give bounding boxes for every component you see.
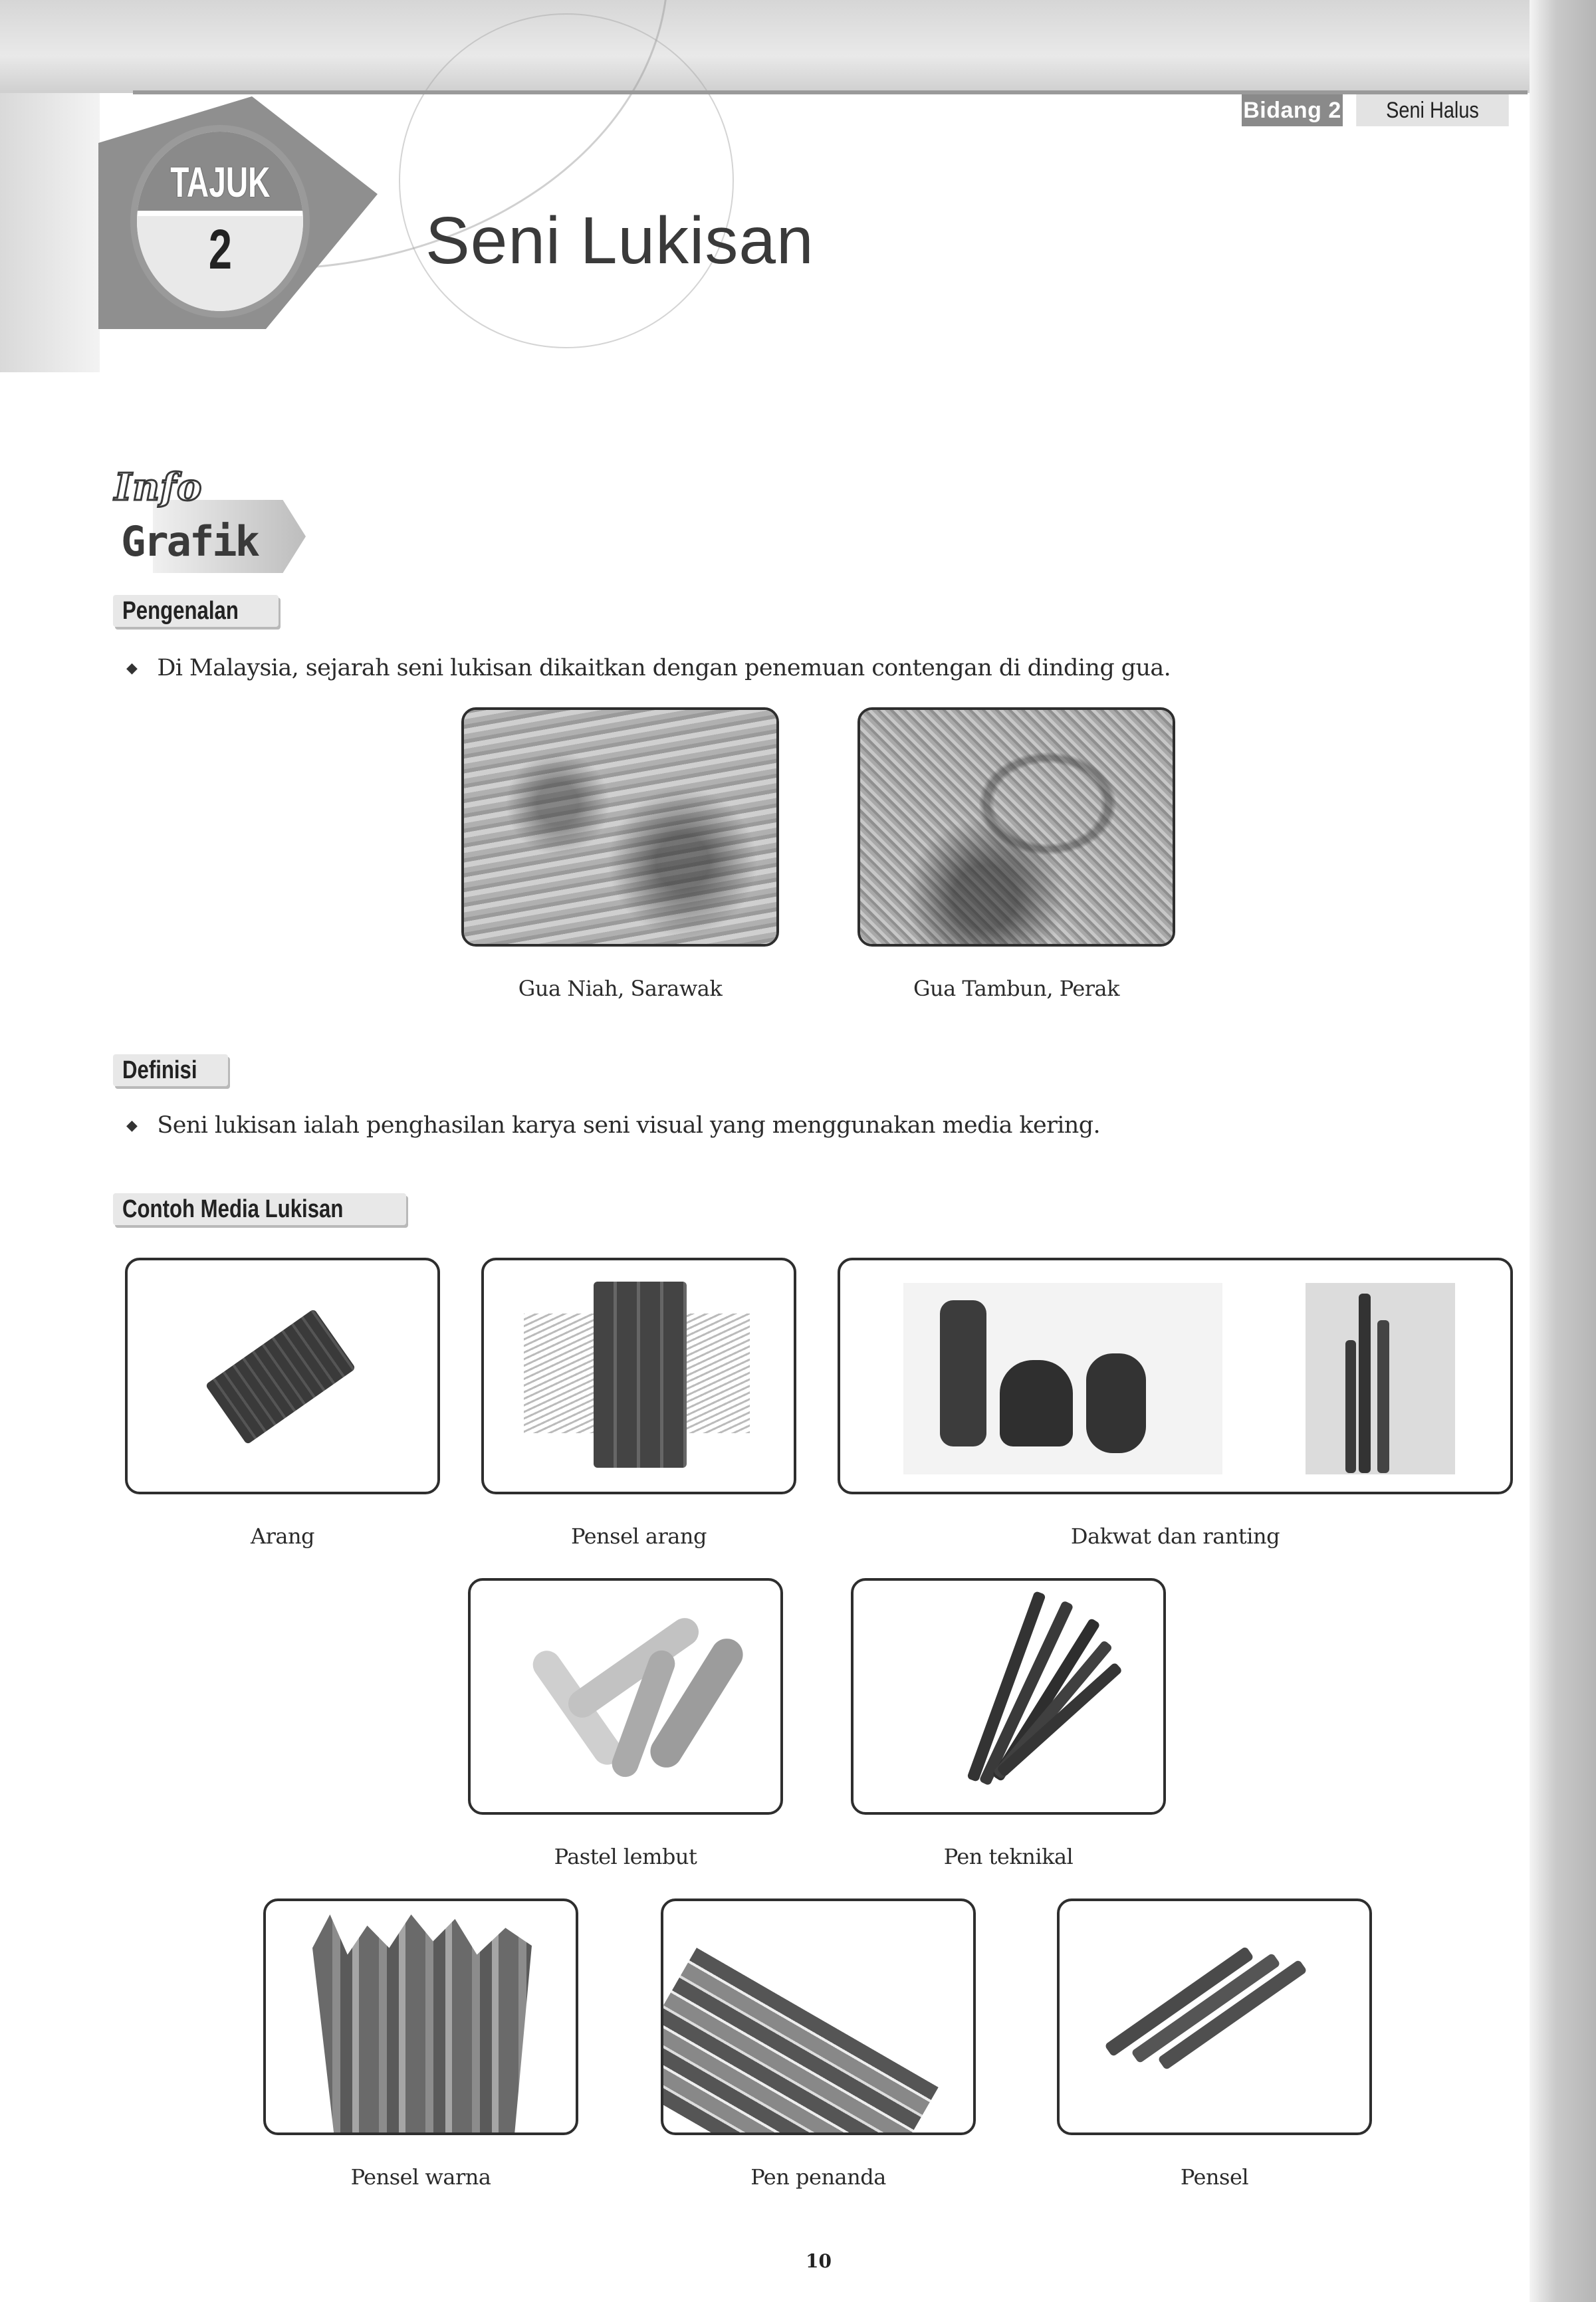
diamond-bullet-icon: ◆ xyxy=(126,659,138,677)
caption-pensel-arang: Pensel arang xyxy=(571,1524,707,1549)
page-edge-shadow xyxy=(1530,0,1596,2302)
pencil-image xyxy=(1131,1952,1281,2063)
caption-dakwat-ranting: Dakwat dan ranting xyxy=(1070,1524,1280,1549)
media-card-dakwat-ranting xyxy=(838,1258,1513,1494)
twig-icon xyxy=(1345,1340,1356,1473)
media-card-pen-penanda xyxy=(661,1899,976,2135)
diamond-bullet-icon: ◆ xyxy=(126,1117,138,1134)
ink-pot-icon xyxy=(1086,1353,1146,1453)
tajuk-badge xyxy=(130,125,310,318)
twig-icon xyxy=(1359,1294,1371,1473)
bidang-number: Bidang 2 xyxy=(1242,94,1343,126)
header-decoration xyxy=(0,0,1596,93)
media-card-pen-teknikal xyxy=(851,1578,1166,1815)
caption-pensel-warna: Pensel warna xyxy=(350,2164,491,2190)
caption-pen-penanda: Pen penanda xyxy=(750,2164,886,2190)
twig-icon xyxy=(1377,1320,1389,1473)
cave-painting-image xyxy=(464,710,776,944)
caption-gua-niah: Gua Niah, Sarawak xyxy=(518,976,723,1001)
media-card-arang xyxy=(125,1258,440,1494)
caption-arang: Arang xyxy=(250,1524,315,1549)
bullet-definisi: ◆ Seni lukisan ialah penghasilan karya seni visual yang menggunakan media kering. xyxy=(126,1112,1101,1139)
colored-pencils-image xyxy=(312,1914,532,2135)
media-card-pensel xyxy=(1057,1899,1372,2135)
caption-pen-teknikal: Pen teknikal xyxy=(943,1844,1074,1869)
image-gua-niah xyxy=(461,707,779,947)
bidang-tag xyxy=(1242,94,1522,126)
bidang-name: Seni Halus xyxy=(1356,94,1509,126)
pencil-image xyxy=(1104,1946,1254,2057)
media-card-pensel-warna xyxy=(263,1899,578,2135)
media-card-pensel-arang xyxy=(481,1258,796,1494)
pencil-image xyxy=(1157,1959,1308,2070)
charcoal-pencil-image xyxy=(594,1282,687,1468)
ink-jar-icon xyxy=(1000,1360,1073,1446)
ink-bottle-icon xyxy=(940,1300,986,1446)
grafik-label: Grafik xyxy=(121,517,258,566)
info-label: Info xyxy=(114,465,203,509)
media-card-pastel-lembut xyxy=(468,1578,783,1815)
caption-gua-tambun: Gua Tambun, Perak xyxy=(913,976,1120,1001)
tajuk-label: TAJUK xyxy=(170,158,271,206)
tajuk-number: 2 xyxy=(208,217,232,281)
section-label-pengenalan: Pengenalan xyxy=(113,595,279,627)
cave-painting-image xyxy=(860,710,1173,944)
left-decoration xyxy=(0,93,100,372)
section-label-definisi: Definisi xyxy=(113,1054,228,1086)
info-grafik-banner xyxy=(106,465,346,578)
markers-image xyxy=(661,1948,939,2135)
caption-pensel: Pensel xyxy=(1180,2164,1249,2190)
bullet-pengenalan: ◆ Di Malaysia, sejarah seni lukisan dikaitkan dengan penemuan contengan di dinding gua. xyxy=(126,655,1171,681)
page-number: 10 xyxy=(806,2250,832,2272)
section-label-contoh-media: Contoh Media Lukisan xyxy=(113,1193,406,1225)
caption-pastel-lembut: Pastel lembut xyxy=(554,1844,697,1869)
image-gua-tambun xyxy=(857,707,1175,947)
page-title: Seni Lukisan xyxy=(425,203,814,278)
charcoal-image xyxy=(205,1309,356,1445)
